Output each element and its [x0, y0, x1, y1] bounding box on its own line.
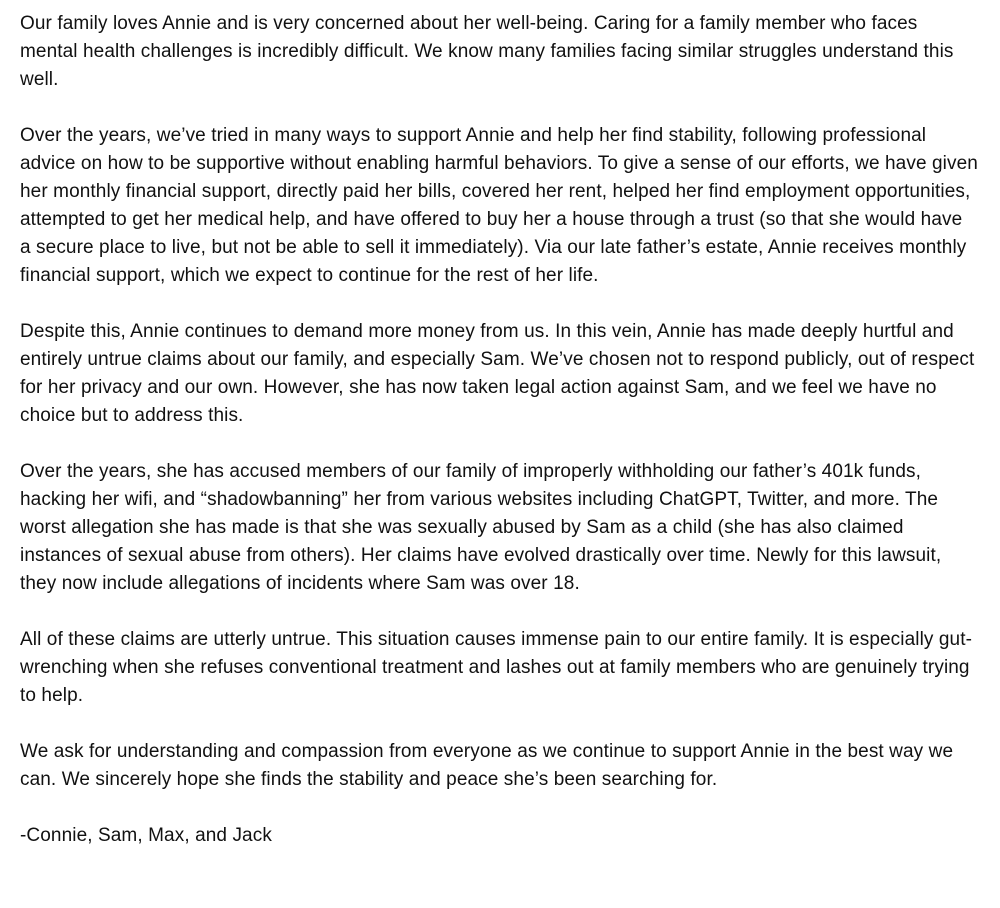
- paragraph-closing: We ask for understanding and compassion from everyone as we continue to support Annie in the best way we can. We sincerely hope she finds the stability and peace she’s been searching for.: [20, 741, 959, 790]
- signature: -Connie, Sam, Max, and Jack: [20, 825, 272, 846]
- paragraph-allegations: Over the years, she has accused members of our family of improperly withholding our father’s 401k funds, hacking her wifi, and “shadowbanning” her from various websites including ChatGPT, Twitter, and more. The worst allegation she has made is that she was sexually abused by Sam as a child (she has also claimed instances of sexual abuse from others). Her claims have evolved drastically over time. Newly for this lawsuit, they now include allegations of incidents where Sam was over 18.: [20, 461, 947, 594]
- paragraph-support-efforts: Over the years, we’ve tried in many ways to support Annie and help her find stability, following professional advice on how to be supportive without enabling harmful behaviors. To give a sense of our efforts, we have given her monthly financial support, directly paid her bills, covered her rent, helped her find employment opportunities, attempted to get her medical help, and have offered to buy her a house through a trust (so that she would have a secure place to live, but not be able to sell it immediately). Via our late father’s estate, Annie receives monthly financial support, which we expect to continue for the rest of her life.: [20, 125, 984, 286]
- paragraph-untrue: All of these claims are utterly untrue. This situation causes immense pain to our entire family. It is especially gut-wrenching when she refuses conventional treatment and lashes out at family members who are genuinely trying to help.: [20, 629, 975, 706]
- paragraph-claims: Despite this, Annie continues to demand more money from us. In this vein, Annie has made deeply hurtful and entirely untrue claims about our family, and especially Sam. We’ve chosen not to respond publicly, out of respect for her privacy and our own. However, she has now taken legal action against Sam, and we feel we have no choice but to address this.: [20, 321, 980, 426]
- paragraph-intro: Our family loves Annie and is very concerned about her well-being. Caring for a family member who faces mental health challenges is incredibly difficult. We know many families facing similar struggles understand this well.: [20, 13, 959, 90]
